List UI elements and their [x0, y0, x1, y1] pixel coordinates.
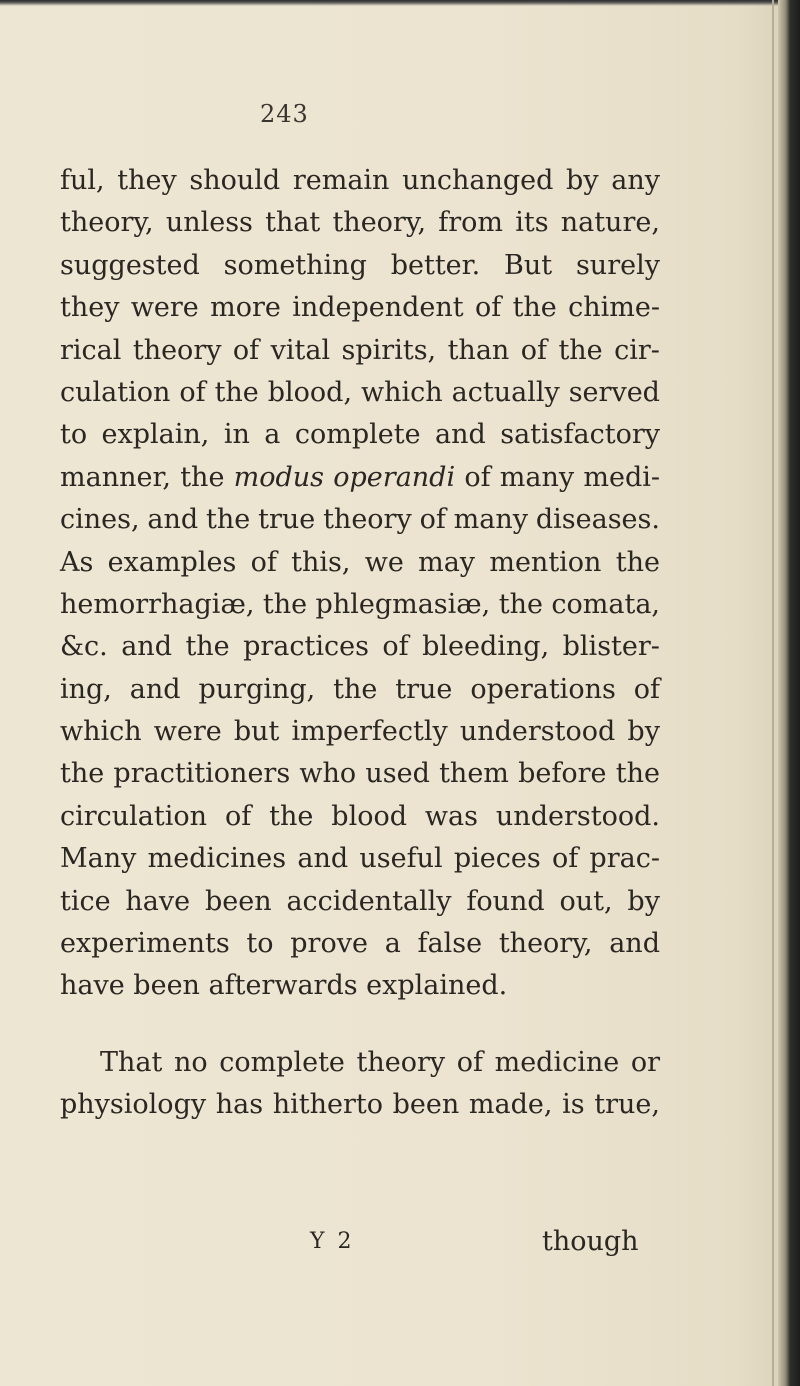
word: satisfactory — [500, 419, 660, 451]
word: in — [223, 419, 250, 451]
word: prove — [290, 928, 368, 960]
signature-line — [60, 1221, 660, 1263]
word: of — [224, 800, 252, 832]
text-line — [60, 372, 660, 414]
word: theory, — [60, 207, 154, 239]
word: no — [173, 1046, 208, 1078]
word: has — [215, 1089, 264, 1121]
word: they — [117, 165, 177, 196]
word: something — [223, 249, 367, 281]
page-number: 243 — [260, 100, 309, 128]
text-line — [60, 1084, 660, 1126]
word: theory, — [498, 928, 593, 960]
word: of — [474, 292, 502, 324]
text-line — [60, 584, 660, 626]
word: may — [418, 546, 476, 578]
word: from — [438, 207, 504, 239]
text-line — [60, 202, 660, 244]
word: physiology — [60, 1089, 207, 1121]
word: any — [611, 165, 660, 196]
word: cines, — [60, 504, 140, 536]
word: operations — [470, 673, 616, 705]
word: by — [627, 716, 660, 748]
text-line — [60, 414, 660, 456]
word: to — [246, 928, 274, 960]
word: theory, — [332, 207, 427, 239]
body-text — [60, 160, 660, 1127]
word: understood — [459, 716, 616, 748]
word: and — [129, 673, 181, 705]
word: them — [439, 758, 509, 790]
word: than — [447, 334, 510, 366]
word: medicine — [494, 1046, 620, 1078]
word: made, — [468, 1089, 553, 1121]
word: As — [60, 546, 94, 578]
text-line — [60, 796, 660, 838]
text-line — [60, 287, 660, 329]
word: practitioners — [113, 758, 291, 790]
word: rical — [60, 334, 122, 366]
word: or — [630, 1046, 660, 1078]
word: but — [233, 716, 280, 748]
word: bleeding, — [422, 631, 550, 663]
word: we — [364, 546, 404, 578]
word: and — [435, 419, 486, 451]
word: true — [258, 504, 316, 536]
word: the — [333, 673, 378, 705]
word: they — [60, 292, 120, 324]
word: circulation — [60, 800, 208, 832]
word: blister- — [562, 631, 660, 663]
word: of — [551, 843, 579, 875]
word: of — [179, 376, 206, 408]
signature-mark: Y 2 — [310, 1229, 355, 1254]
word: complete — [219, 1046, 345, 1078]
text-line — [60, 499, 660, 541]
word: imperfectly — [291, 716, 448, 748]
word: mention — [489, 546, 602, 578]
text-line — [60, 753, 660, 795]
text-line — [60, 669, 660, 711]
word: useful — [359, 843, 443, 875]
word: blood, — [267, 376, 353, 408]
word: have — [125, 885, 191, 917]
word: the — [498, 588, 543, 620]
word: been — [204, 885, 272, 917]
word: the — [558, 334, 603, 366]
word: the — [615, 546, 660, 578]
text-line-with-italic — [60, 457, 660, 499]
word: remain — [292, 165, 390, 196]
word: actually — [451, 376, 560, 408]
word: the — [615, 758, 660, 790]
word: unchanged — [402, 165, 554, 196]
word: of — [250, 546, 277, 578]
word: of — [520, 334, 547, 366]
word: Many — [60, 843, 137, 875]
text-line — [60, 1042, 660, 1084]
word: the — [269, 800, 314, 832]
word: theory — [356, 1046, 446, 1078]
word: surely — [575, 249, 660, 281]
word: theory — [323, 504, 412, 536]
word: theory — [132, 334, 222, 366]
word: many — [453, 504, 528, 536]
word: were — [130, 292, 199, 324]
word: phlegmasiæ, — [315, 588, 491, 620]
word: &c. — [60, 631, 108, 663]
text-line — [60, 923, 660, 965]
word: used — [365, 758, 430, 790]
word: out, — [559, 885, 613, 917]
book-binding-edge — [778, 0, 800, 1386]
word: the — [60, 758, 105, 790]
word: chime- — [568, 292, 660, 324]
word: a — [264, 419, 281, 451]
word: which — [361, 376, 443, 408]
word: comata, — [551, 588, 660, 620]
word: this, — [291, 546, 351, 578]
italic-phrase: modus operandi — [233, 461, 456, 493]
word: tice — [60, 885, 111, 917]
word: of — [232, 334, 260, 366]
word: complete — [294, 419, 421, 451]
word: examples — [107, 546, 237, 578]
word: and — [147, 504, 199, 536]
paragraph-2 — [60, 1042, 660, 1127]
word: the — [185, 631, 230, 663]
word: and — [121, 631, 172, 663]
word: ing, — [60, 673, 112, 705]
word: was — [424, 800, 478, 832]
word: cir- — [614, 334, 660, 366]
word: But — [504, 249, 553, 281]
word: false — [417, 928, 483, 960]
word: of — [633, 673, 660, 705]
text-line — [60, 160, 660, 202]
word: hitherto — [272, 1089, 383, 1121]
word: explain, — [101, 419, 210, 451]
word: been — [392, 1089, 460, 1121]
word: by — [566, 165, 599, 196]
word: who — [299, 758, 357, 790]
word: the — [214, 376, 259, 408]
word: to — [60, 419, 88, 451]
word: blood — [331, 800, 407, 832]
text-line — [60, 838, 660, 880]
text-line-content: manner, the modus operandi of many medi- — [60, 461, 660, 493]
top-edge-shadow — [0, 0, 800, 6]
catchword: though — [542, 1226, 639, 1257]
word: independent — [292, 292, 464, 324]
word: the — [262, 588, 308, 620]
word: diseases. — [535, 504, 660, 536]
word: spirits, — [341, 334, 437, 366]
word: a — [384, 928, 401, 960]
word: more — [210, 292, 281, 324]
gutter-line — [772, 0, 774, 1386]
word: unless — [165, 207, 253, 239]
word: of — [419, 504, 446, 536]
word: vital — [270, 334, 331, 366]
word: true, — [594, 1089, 660, 1121]
text-line: have been afterwards explained. — [60, 970, 508, 1002]
word: That — [100, 1046, 163, 1078]
word: of — [456, 1046, 483, 1078]
text-line — [60, 542, 660, 584]
word: served — [568, 376, 660, 408]
word: nature, — [560, 207, 660, 239]
word: pieces — [453, 843, 541, 875]
word: and — [609, 928, 660, 960]
word: by — [627, 885, 660, 917]
word: should — [189, 165, 281, 196]
word: understood. — [495, 800, 660, 832]
word: its — [515, 207, 549, 239]
word: medicines — [147, 843, 287, 875]
text-line — [60, 245, 660, 287]
word: better. — [390, 249, 481, 281]
word: before — [518, 758, 607, 790]
word: and — [297, 843, 349, 875]
word: is — [562, 1089, 585, 1121]
word: the — [512, 292, 557, 324]
paragraph-gap — [60, 1008, 660, 1042]
word: found — [466, 885, 545, 917]
word: prac- — [589, 843, 660, 875]
word: were — [153, 716, 222, 748]
word: which — [60, 716, 142, 748]
word: ful, — [60, 165, 105, 196]
paragraph-1 — [60, 160, 660, 1008]
word: the — [206, 504, 251, 536]
text-line — [60, 330, 660, 372]
word: experiments — [60, 928, 230, 960]
word: true — [395, 673, 453, 705]
word: suggested — [60, 249, 200, 281]
text-line — [60, 711, 660, 753]
text-line — [60, 626, 660, 668]
word: practices — [243, 631, 369, 663]
word: purging, — [198, 673, 316, 705]
text-line — [60, 881, 660, 923]
word: culation — [60, 376, 171, 408]
word: accidentally — [286, 885, 452, 917]
word: hemorrhagiæ, — [60, 588, 255, 620]
word: of — [382, 631, 409, 663]
word: that — [265, 207, 321, 239]
